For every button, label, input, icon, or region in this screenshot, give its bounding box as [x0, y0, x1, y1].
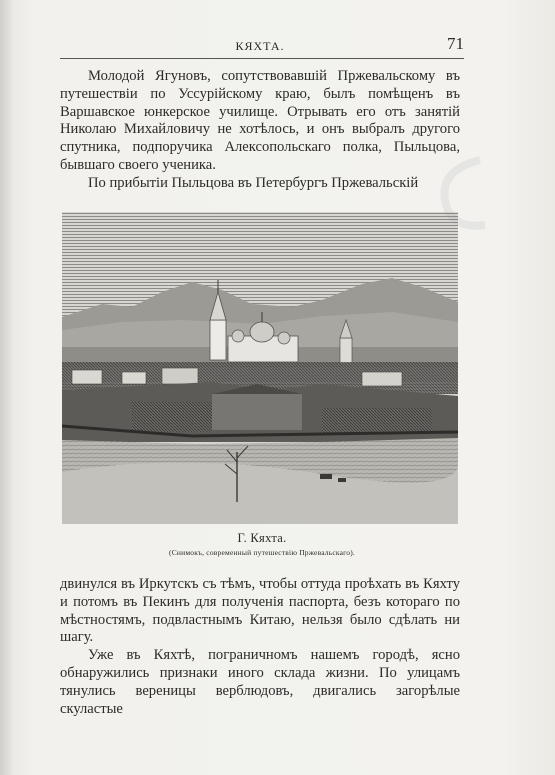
watermark-mark — [430, 150, 490, 240]
paragraph: Уже въ Кяхтѣ, пограничномъ нашемъ городѣ, ясно обнаружились признаки иного склада жизни. По улицамъ тянулись вереницы верблюдовъ, двигались загорѣлые скуластые — [60, 647, 460, 717]
paragraph: По прибытіи Пыльцова въ Петербургъ Пржевальскій — [88, 174, 419, 191]
text-block-top — [60, 68, 460, 193]
page-number: 71 — [447, 34, 464, 53]
caption-title: Г. Кяхта. — [237, 531, 287, 545]
running-head — [60, 34, 464, 58]
caption-credit: (Снимокъ, современный путешествію Пржевальскаго). — [169, 548, 355, 557]
engraving-illustration — [62, 212, 458, 524]
text-block-bottom — [60, 576, 460, 718]
paragraph: двинулся въ Иркутскъ съ тѣмъ, чтобы оттуда проѣхать въ Кяхту и потомъ въ Пекинъ для полученія паспорта, безъ котораго по мѣстностямъ, подвластнымъ Китаю, нельзя было сдѣлать ни шагу. — [60, 576, 460, 646]
paragraph: Молодой Ягуновъ, сопутствовавшій Пржевальскому въ путешествіи по Уссурійскому краю, былъ помѣщенъ въ Варшавское юнкерское училище. Отрывать его отъ занятій Николаю Михайловичу не хотѣлось, и онъ выбралъ другого спутника, подпоручика Алексопольскаго полка, Пыльцова, бывшаго своего ученика. — [60, 68, 460, 173]
figure-caption — [60, 531, 464, 557]
town-engraving — [62, 212, 458, 524]
running-title: КЯХТА. — [235, 39, 285, 53]
header-rule — [60, 58, 464, 59]
gutter-shadow — [0, 0, 14, 775]
